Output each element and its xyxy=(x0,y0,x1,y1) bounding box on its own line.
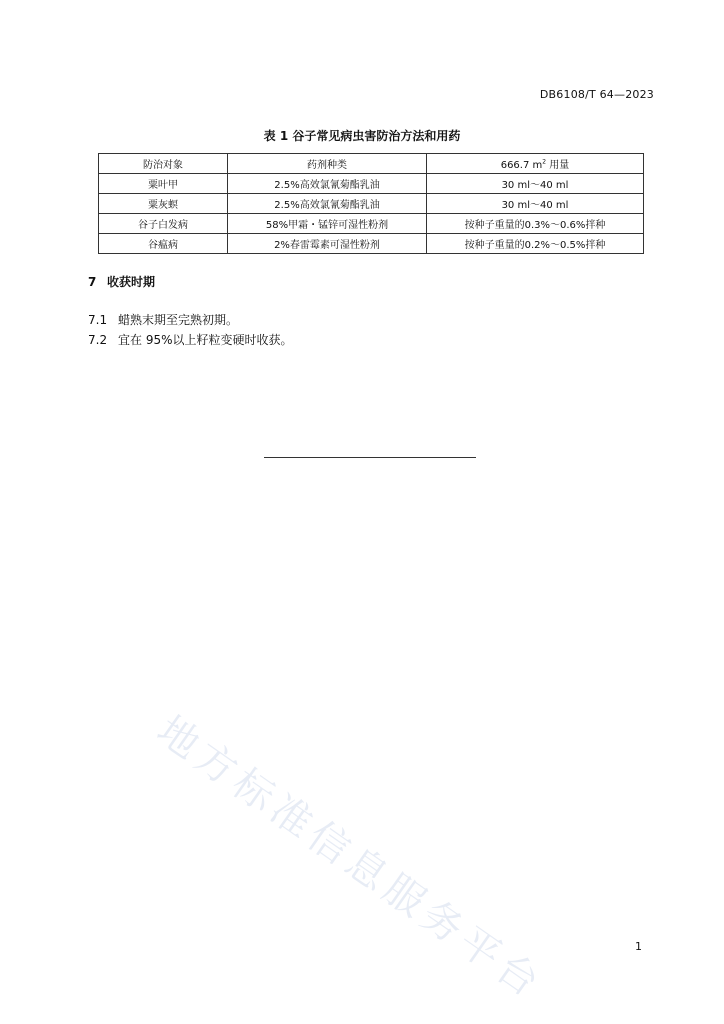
pest-control-table xyxy=(98,153,644,254)
clause-7-1 xyxy=(88,311,238,328)
table-row xyxy=(99,174,644,194)
table-header-row xyxy=(99,154,644,174)
section-number: 7 xyxy=(88,275,97,289)
clause-number: 7.1 xyxy=(88,313,108,327)
table-cell: 30 ml～40 ml xyxy=(427,194,644,214)
table-cell: 30 ml～40 ml xyxy=(427,174,644,194)
table-cell: 58%甲霜・锰锌可湿性粉剂 xyxy=(228,214,427,234)
clause-text: 宜在 95%以上籽粒变硬时收获。 xyxy=(118,333,293,347)
table-cell: 粟灰螟 xyxy=(99,194,228,214)
header-dosage: 666.7 $m^2$ 用量 xyxy=(427,154,644,174)
section-title: 收获时期 xyxy=(107,275,156,289)
page-number: 1 xyxy=(635,940,642,953)
end-rule xyxy=(264,457,476,458)
document-code: DB6108/T 64—2023 xyxy=(539,88,654,101)
table-row xyxy=(99,234,644,254)
table-cell: 2.5%高效氯氰菊酯乳油 xyxy=(228,174,427,194)
table-cell: 2%春雷霉素可湿性粉剂 xyxy=(228,234,427,254)
table-cell: 按种子重量的0.3%～0.6%拌种 xyxy=(427,214,644,234)
table-cell: 粟叶甲 xyxy=(99,174,228,194)
clause-text: 蜡熟末期至完熟初期。 xyxy=(118,313,239,327)
table-title: 表 1 谷子常见病虫害防治方法和用药 xyxy=(263,129,461,143)
section-heading xyxy=(88,273,155,290)
table-row xyxy=(99,194,644,214)
table-cell: 2.5%高效氯氰菊酯乳油 xyxy=(228,194,427,214)
clause-number: 7.2 xyxy=(88,333,108,347)
watermark: 地方标准信息服务平台 xyxy=(148,707,552,1009)
table-row xyxy=(99,214,644,234)
clause-7-2 xyxy=(88,331,293,348)
header-agent: 药剂种类 xyxy=(228,154,427,174)
table-cell: 谷子白发病 xyxy=(99,214,228,234)
table-cell: 按种子重量的0.2%～0.5%拌种 xyxy=(427,234,644,254)
header-target: 防治对象 xyxy=(99,154,228,174)
table-cell: 谷瘟病 xyxy=(99,234,228,254)
